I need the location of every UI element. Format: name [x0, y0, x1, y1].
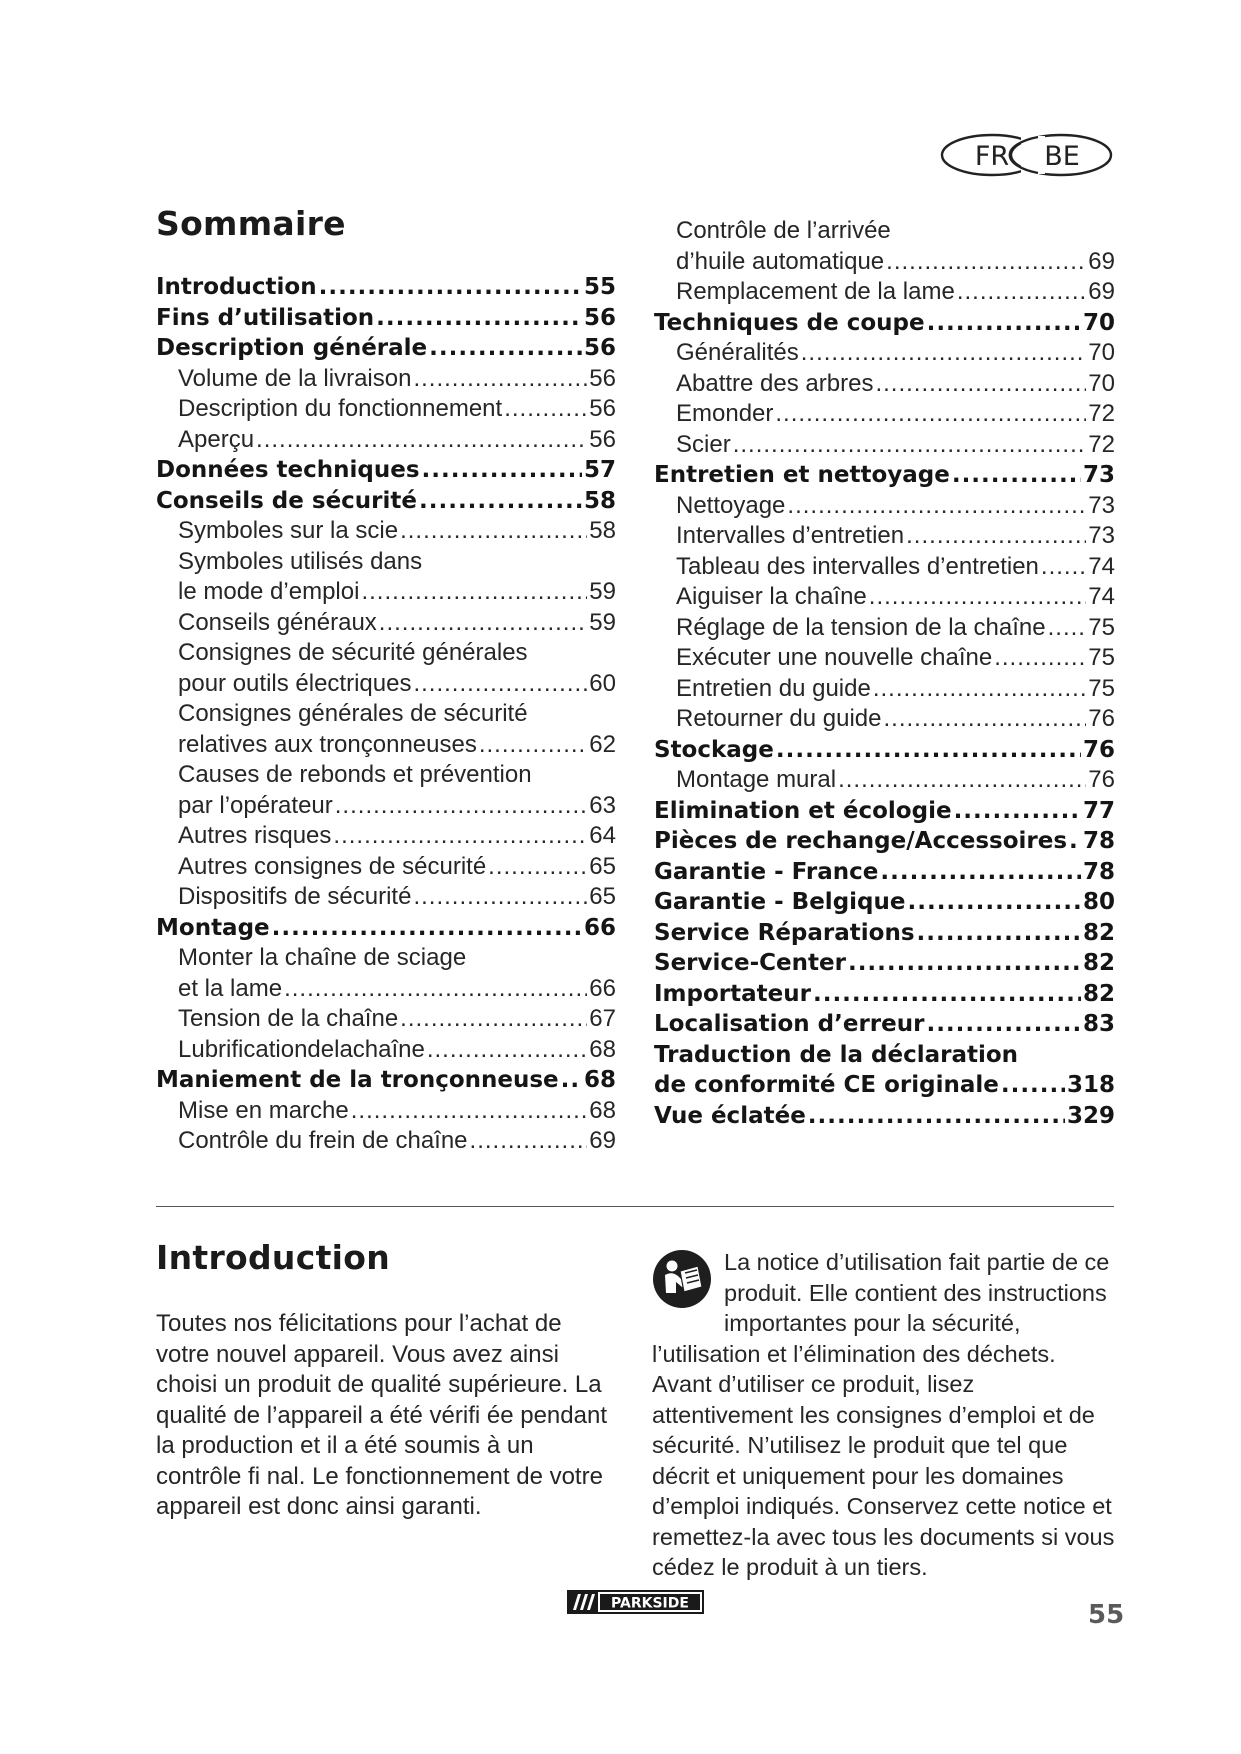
toc-entry-title: Pièces de rechange/Accessoires: [654, 828, 1068, 854]
toc-leader-dots: [413, 364, 587, 395]
toc-entry-title-line1: Monter la chaîne de sciage: [178, 944, 467, 971]
toc-entry[interactable]: [156, 943, 616, 1004]
toc-entry[interactable]: [654, 613, 1115, 644]
toc-entry-page: 75: [1088, 613, 1115, 641]
toc-entry-title: de conformité CE originale: [654, 1072, 999, 1098]
toc-entry-page: 63: [589, 791, 616, 819]
toc-entry[interactable]: [156, 1126, 616, 1157]
toc-entry-title: Tableau des intervalles d’entretien: [676, 552, 1039, 580]
toc-entry-title: Elimination et écologie: [654, 797, 952, 824]
toc-leader-dots: [808, 1101, 1065, 1132]
toc-leader-dots: [427, 1035, 587, 1066]
toc-entry-title: Généralités: [676, 339, 799, 366]
toc-leader-dots: [838, 765, 1086, 796]
toc-entry-page: 58: [583, 487, 616, 514]
toc-leader-dots: [954, 796, 1081, 827]
toc-entry[interactable]: [156, 638, 616, 699]
toc-entry[interactable]: [156, 486, 616, 517]
toc-entry-page: 78: [1082, 828, 1115, 854]
badge-be-label: BE: [1044, 141, 1080, 172]
toc-leader-dots: [1048, 613, 1087, 644]
toc-entry-page: 77: [1082, 797, 1115, 824]
toc-entry-title: Description générale: [156, 335, 428, 361]
toc-leader-dots: [351, 1096, 588, 1127]
toc-entry[interactable]: [156, 1004, 616, 1035]
toc-entry[interactable]: [156, 699, 616, 760]
toc-leader-dots: [926, 1009, 1081, 1040]
toc-entry-title: Mise en marche: [178, 1096, 349, 1124]
toc-leader-dots: [470, 1126, 588, 1157]
toc-leader-dots: [429, 333, 582, 364]
toc-entry-title: Montage mural: [676, 766, 837, 793]
toc-entry[interactable]: [654, 857, 1115, 888]
toc-entry[interactable]: [654, 1009, 1115, 1040]
toc-entry[interactable]: [156, 425, 616, 456]
toc-leader-dots: [869, 582, 1087, 613]
toc-entry-title: Abattre des arbres: [676, 369, 874, 397]
introduction-paragraph: Toutes nos félicitations pour l’achat de votre nouvel appareil. Vous avez ainsi choisi un produit de qualité supérieure. La qualité de l’appareil a été vérifi ée pendant la production et il a été soumis à un contrôle fi nal. Le fonctionnement de votre appareil est donc ainsi garanti.: [156, 1310, 607, 1520]
toc-entry-page: 57: [583, 457, 616, 483]
toc-entry-title: Intervalles d’entretien: [676, 522, 905, 549]
toc-entry[interactable]: [156, 760, 616, 821]
manual-notice-text: La notice d’utilisation fait partie de ce produit. Elle contient des instructions importantes pour la sécurité, l’utilisation et l’élimination des déchets. Avant d’utiliser ce produit, lisez attentivement les consignes d’emploi et de sécurité. N’utilisez le produit que tel que décrit et uniquement pour les domaines d’emploi indiqués. Conservez cette notice et remettez-la avec tous les documents si vous cédez le produit à un tiers.: [652, 1249, 1115, 1580]
toc-entry-title: Entretien du guide: [676, 674, 871, 702]
toc-entry-title: Aiguiser la chaîne: [676, 583, 867, 610]
toc-entry-title-line1: Consignes de sécurité générales: [178, 639, 528, 666]
toc-entry[interactable]: [156, 394, 616, 425]
toc-entry[interactable]: [654, 796, 1115, 827]
toc-entry[interactable]: [654, 1040, 1115, 1101]
toc-entry-title: relatives aux tronçonneuses: [178, 730, 477, 758]
toc-entry-page: 72: [1088, 430, 1115, 458]
toc-entry-title: Description du fonctionnement: [178, 395, 503, 422]
toc-entry-title: Contrôle du frein de chaîne: [178, 1127, 468, 1154]
toc-entry[interactable]: [654, 765, 1115, 796]
toc-entry-title: Introduction: [156, 274, 317, 300]
toc-leader-dots: [957, 277, 1086, 308]
toc-leader-dots: [875, 369, 1086, 400]
toc-entry-page: 76: [1088, 705, 1115, 732]
toc-entry-page: 56: [589, 425, 616, 453]
toc-entry[interactable]: [156, 333, 616, 364]
toc-entry[interactable]: [654, 552, 1115, 583]
toc-leader-dots: [400, 516, 587, 547]
toc-entry-title: Symboles sur la scie: [178, 517, 399, 544]
toc-entry-title: Réglage de la tension de la chaîne: [676, 613, 1046, 641]
toc-right-column: [654, 216, 1115, 1131]
toc-entry-page: 70: [1088, 369, 1115, 397]
toc-entry-page: 76: [1088, 766, 1115, 793]
toc-leader-dots: [319, 272, 582, 303]
toc-entry-page: 83: [1082, 1011, 1115, 1037]
toc-entry-title: Emonder: [676, 400, 774, 427]
toc-entry-title: Dispositifs de sécurité: [178, 883, 412, 910]
toc-leader-dots: [886, 247, 1086, 278]
toc-leader-dots: [813, 979, 1081, 1010]
toc-entry-title: d’huile automatique: [676, 247, 885, 275]
toc-entry-page: 74: [1088, 552, 1115, 580]
toc-leader-dots: [775, 399, 1086, 430]
toc-entry[interactable]: [654, 674, 1115, 705]
toc-entry[interactable]: [654, 582, 1115, 613]
toc-entry-title: Montage: [156, 914, 270, 941]
toc-entry-title: Remplacement de la lame: [676, 278, 955, 305]
parkside-logo: [567, 1590, 704, 1614]
toc-entry[interactable]: [156, 303, 616, 334]
toc-entry[interactable]: [654, 277, 1115, 308]
toc-entry-title: Lubrificationdelachaîne: [178, 1035, 425, 1063]
toc-entry-page: 68: [583, 1067, 616, 1093]
toc-entry[interactable]: [156, 821, 616, 852]
toc-entry-page: 74: [1088, 583, 1115, 610]
toc-leader-dots: [883, 704, 1086, 735]
toc-leader-dots: [413, 669, 587, 700]
toc-leader-dots: [256, 425, 587, 456]
toc-entry[interactable]: [654, 399, 1115, 430]
toc-entry-title: Aperçu: [178, 425, 255, 453]
toc-entry-page: 64: [589, 822, 616, 849]
toc-leader-dots: [419, 486, 582, 517]
toc-entry-page: 66: [589, 974, 616, 1002]
toc-entry-page: 69: [1088, 278, 1115, 305]
toc-entry[interactable]: [156, 455, 616, 486]
toc-entry-title: Conseils de sécurité: [156, 487, 417, 514]
toc-entry-page: 82: [1082, 980, 1115, 1007]
toc-leader-dots: [873, 674, 1086, 705]
toc-entry-page: 55: [583, 274, 616, 300]
toc-entry-title-line1: Symboles utilisés dans: [178, 547, 423, 575]
brand-name: PARKSIDE: [611, 1595, 689, 1612]
toc-entry-title: le mode d’emploi: [178, 578, 360, 605]
page-number: 55: [1088, 1600, 1125, 1630]
toc-entry-title: Service-Center: [654, 950, 846, 976]
toc-entry-title: Fins d’utilisation: [156, 304, 375, 331]
toc-entry[interactable]: [156, 882, 616, 913]
toc-entry-page: 56: [589, 395, 616, 422]
toc-entry-page: 56: [583, 304, 616, 331]
toc-entry[interactable]: [654, 643, 1115, 674]
toc-entry[interactable]: [654, 948, 1115, 979]
toc-entry-page: 72: [1088, 400, 1115, 427]
toc-entry-page: 56: [589, 364, 616, 392]
toc-entry-title: Autres risques: [178, 822, 332, 849]
toc-leader-dots: [733, 430, 1087, 461]
toc-entry[interactable]: [156, 364, 616, 395]
badge-fr-label: FR: [974, 141, 1010, 172]
toc-entry-page: 62: [589, 730, 616, 758]
toc-leader-dots: [479, 730, 587, 761]
toc-entry[interactable]: [654, 369, 1115, 400]
toc-leader-dots: [927, 308, 1081, 339]
toc-entry[interactable]: [156, 547, 616, 608]
toc-entry[interactable]: [654, 521, 1115, 552]
toc-entry-page: 329: [1066, 1102, 1115, 1129]
toc-leader-dots: [335, 791, 588, 822]
toc-leader-dots: [333, 821, 587, 852]
toc-entry-title: Garantie - France: [654, 858, 879, 885]
toc-entry-page: 66: [583, 914, 616, 941]
toc-entry-page: 75: [1088, 674, 1115, 702]
toc-entry-title: Maniement de la tronçonneuse: [156, 1067, 559, 1093]
toc-leader-dots: [880, 857, 1081, 888]
toc-entry-title: Localisation d’erreur: [654, 1011, 925, 1037]
toc-entry-page: 76: [1082, 736, 1115, 763]
toc-entry[interactable]: [156, 608, 616, 639]
read-manual-icon: [652, 1249, 712, 1309]
toc-entry[interactable]: [654, 826, 1115, 857]
toc-entry-title: Techniques de coupe: [654, 309, 925, 336]
toc-entry-title: Exécuter une nouvelle chaîne: [676, 644, 993, 671]
toc-leader-dots: [361, 577, 587, 608]
toc-leader-dots: [504, 394, 587, 425]
toc-entry[interactable]: [654, 918, 1115, 949]
toc-entry-page: 59: [589, 608, 616, 636]
toc-entry-page: 318: [1066, 1072, 1115, 1098]
toc-leader-dots: [787, 491, 1086, 522]
toc-leader-dots: [848, 948, 1081, 979]
toc-entry[interactable]: [654, 735, 1115, 766]
toc-entry-page: 69: [1088, 247, 1115, 275]
toc-entry[interactable]: [654, 491, 1115, 522]
toc-entry-page: 59: [589, 578, 616, 605]
introduction-title: Introduction: [156, 1238, 391, 1277]
toc-leader-dots: [776, 735, 1081, 766]
toc-entry[interactable]: [654, 979, 1115, 1010]
toc-leader-dots: [488, 852, 587, 883]
toc-entry[interactable]: [156, 913, 616, 944]
toc-entry[interactable]: [156, 272, 616, 303]
section-divider: [156, 1206, 1114, 1207]
toc-entry-page: 70: [1082, 309, 1115, 336]
toc-leader-dots: [1001, 1070, 1065, 1101]
toc-entry-title: Tension de la chaîne: [178, 1005, 399, 1032]
toc-leader-dots: [907, 887, 1081, 918]
toc-entry-page: 69: [589, 1127, 616, 1154]
toc-entry-page: 58: [589, 517, 616, 544]
toc-entry-title-line1: Traduction de la déclaration: [654, 1041, 1019, 1068]
toc-entry-title: Garantie - Belgique: [654, 889, 906, 915]
toc-entry[interactable]: [654, 460, 1115, 491]
toc-entry[interactable]: [156, 852, 616, 883]
toc-entry[interactable]: [654, 1101, 1115, 1132]
toc-entry-title: Scier: [676, 430, 731, 458]
toc-entry-title-line1: Causes de rebonds et prévention: [178, 761, 532, 788]
toc-entry-page: 73: [1088, 491, 1115, 519]
toc-entry-title: Nettoyage: [676, 491, 786, 519]
toc-entry[interactable]: [654, 430, 1115, 461]
toc-entry-title: Retourner du guide: [676, 705, 882, 732]
country-badges: [938, 130, 1118, 180]
toc-entry[interactable]: [654, 216, 1115, 277]
toc-leader-dots: [284, 974, 587, 1005]
toc-leader-dots: [952, 460, 1081, 491]
toc-entry-title: Stockage: [654, 736, 774, 763]
toc-entry-title-line1: Contrôle de l’arrivée: [676, 217, 891, 244]
toc-leader-dots: [906, 521, 1086, 552]
toc-entry-title: par l’opérateur: [178, 791, 333, 819]
toc-entry-page: 82: [1082, 919, 1115, 946]
toc-entry[interactable]: [156, 1065, 616, 1096]
toc-entry-title: Volume de la livraison: [178, 364, 412, 392]
toc-entry-title: Données techniques: [156, 457, 420, 483]
toc-leader-dots: [272, 913, 582, 944]
toc-entry-title: et la lame: [178, 974, 283, 1002]
toc-entry[interactable]: [156, 1096, 616, 1127]
toc-entry-page: 56: [583, 335, 616, 361]
toc-entry-page: 67: [589, 1005, 616, 1032]
toc-leader-dots: [379, 608, 588, 639]
toc-entry-page: 65: [589, 883, 616, 910]
toc-entry-page: 78: [1082, 858, 1115, 885]
toc-entry[interactable]: [654, 308, 1115, 339]
toc-entry-page: 68: [589, 1096, 616, 1124]
toc-leader-dots: [413, 882, 587, 913]
toc-leader-dots: [561, 1065, 582, 1096]
toc-entry[interactable]: [654, 887, 1115, 918]
toc-leader-dots: [1069, 826, 1081, 857]
toc-entry[interactable]: [156, 516, 616, 547]
toc-leader-dots: [917, 918, 1081, 949]
toc-entry[interactable]: [156, 1035, 616, 1066]
toc-entry-page: 65: [589, 852, 616, 880]
toc-leader-dots: [400, 1004, 587, 1035]
toc-leader-dots: [994, 643, 1086, 674]
toc-leader-dots: [1041, 552, 1086, 583]
toc-entry-page: 75: [1088, 644, 1115, 671]
toc-leader-dots: [376, 303, 582, 334]
toc-entry[interactable]: [654, 338, 1115, 369]
toc-entry-title: pour outils électriques: [178, 669, 412, 697]
toc-entry-page: 60: [589, 669, 616, 697]
toc-entry-title-line1: Consignes générales de sécurité: [178, 700, 528, 727]
toc-leader-dots: [801, 338, 1087, 369]
toc-title: Sommaire: [156, 204, 346, 243]
toc-left-column: [156, 272, 616, 1157]
toc-entry-title: Service Réparations: [654, 919, 915, 946]
toc-entry-page: 73: [1082, 462, 1115, 488]
toc-leader-dots: [422, 455, 582, 486]
toc-entry-title: Entretien et nettoyage: [654, 462, 950, 488]
toc-entry-page: 68: [589, 1035, 616, 1063]
toc-entry[interactable]: [654, 704, 1115, 735]
toc-entry-title: Importateur: [654, 980, 811, 1007]
manual-notice: [652, 1247, 1118, 1583]
toc-entry-title: Autres consignes de sécurité: [178, 852, 487, 880]
toc-entry-title: Conseils généraux: [178, 608, 377, 636]
toc-entry-page: 70: [1088, 339, 1115, 366]
toc-entry-title: Vue éclatée: [654, 1102, 806, 1129]
toc-entry-page: 73: [1088, 522, 1115, 549]
toc-entry-page: 82: [1082, 950, 1115, 976]
toc-entry-page: 80: [1082, 889, 1115, 915]
